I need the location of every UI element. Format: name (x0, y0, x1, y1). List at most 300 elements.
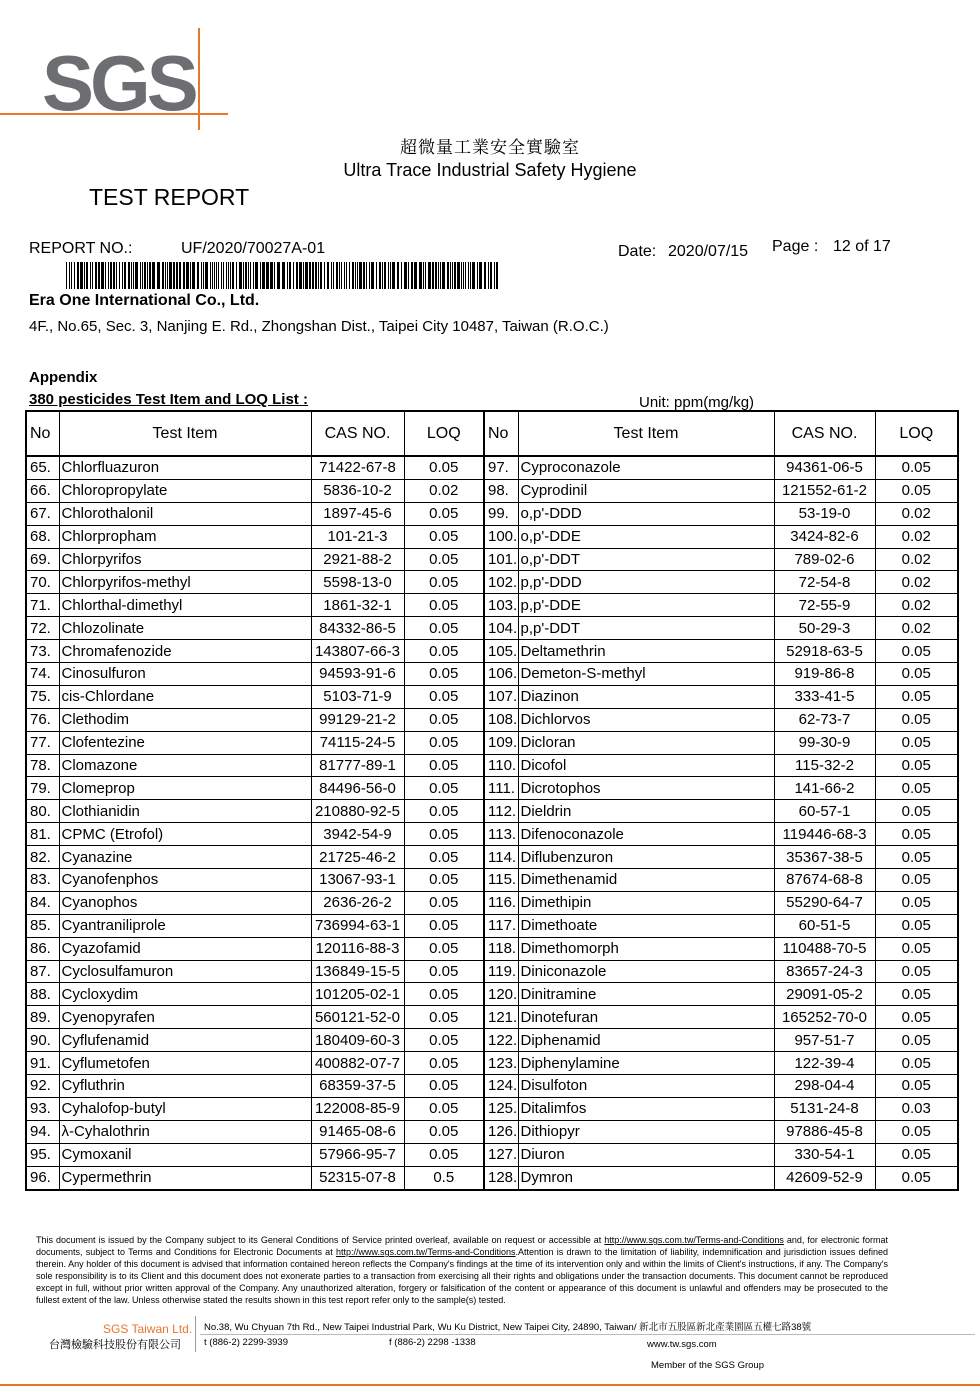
loq-value: 0.05 (404, 914, 484, 937)
loq-value: 0.05 (404, 960, 484, 983)
loq-value: 0.05 (404, 754, 484, 777)
loq-value: 0.02 (875, 594, 958, 617)
loq-table (25, 410, 959, 1191)
test-item: Diphenylamine (518, 1052, 774, 1075)
row-no: 93. (26, 1097, 59, 1120)
row-no: 108. (484, 708, 518, 731)
test-item: Difenoconazole (518, 823, 774, 846)
footer-website-link[interactable]: www.tw.sgs.com (647, 1339, 717, 1350)
cas-no: 53-19-0 (774, 502, 875, 525)
test-item: p,p'-DDE (518, 594, 774, 617)
list-title: 380 pesticides Test Item and LOQ List : (29, 391, 308, 408)
test-item: Clethodim (59, 708, 311, 731)
row-no: 112. (484, 800, 518, 823)
test-item: Cyproconazole (518, 456, 774, 479)
row-no: 122. (484, 1029, 518, 1052)
loq-value: 0.03 (875, 1097, 958, 1120)
test-item: cis-Chlordane (59, 685, 311, 708)
cas-no: 50-29-3 (774, 617, 875, 640)
row-no: 117. (484, 914, 518, 937)
page-value: 12 of 17 (833, 238, 891, 255)
cas-no: 87674-68-8 (774, 869, 875, 892)
cas-no: 99-30-9 (774, 731, 875, 754)
loq-value: 0.05 (404, 640, 484, 663)
test-item: Chlorpyrifos (59, 548, 311, 571)
loq-value: 0.05 (404, 663, 484, 686)
footer-address: No.38, Wu Chyuan 7th Rd., New Taipei Industrial Park, Wu Ku District, New Taipei City, 24890, Taiwan/ 新北市五股區新北產業園區五權七路38號 (204, 1322, 812, 1333)
test-item: Clothianidin (59, 800, 311, 823)
test-item: Dimethenamid (518, 869, 774, 892)
loq-value: 0.05 (875, 914, 958, 937)
loq-value: 0.05 (875, 754, 958, 777)
row-no: 125. (484, 1097, 518, 1120)
loq-value: 0.5 (404, 1166, 484, 1189)
loq-value: 0.05 (875, 479, 958, 502)
loq-value: 0.05 (404, 708, 484, 731)
loq-value: 0.02 (875, 548, 958, 571)
test-item: Clomeprop (59, 777, 311, 800)
row-no: 102. (484, 571, 518, 594)
footer-divider-vertical (195, 1316, 196, 1352)
row-no: 76. (26, 708, 59, 731)
row-no: 115. (484, 869, 518, 892)
cas-no: 84332-86-5 (311, 617, 404, 640)
row-no: 119. (484, 960, 518, 983)
row-no: 103. (484, 594, 518, 617)
row-no: 73. (26, 640, 59, 663)
table-row (26, 891, 958, 914)
cas-no: 120116-88-3 (311, 937, 404, 960)
cas-no: 119446-68-3 (774, 823, 875, 846)
table-row (26, 617, 958, 640)
table-row (26, 960, 958, 983)
loq-value: 0.05 (404, 1075, 484, 1098)
test-item: Chlorpropham (59, 525, 311, 548)
row-no: 66. (26, 479, 59, 502)
row-no: 88. (26, 983, 59, 1006)
row-no: 100. (484, 525, 518, 548)
cas-no: 1897-45-6 (311, 502, 404, 525)
loq-value: 0.05 (875, 777, 958, 800)
disclaimer-part: and, for electronic format documents, subject to Terms and Conditions for Electronic Documents at (36, 1235, 888, 1257)
row-no: 104. (484, 617, 518, 640)
cas-no: 101205-02-1 (311, 983, 404, 1006)
cas-no: 81777-89-1 (311, 754, 404, 777)
loq-value: 0.05 (404, 891, 484, 914)
disclaimer-part: This document is issued by the Company subject to its General Conditions of Service printed overleaf, available on request or accessible at (36, 1235, 605, 1245)
loq-value: 0.05 (875, 1166, 958, 1189)
row-no: 84. (26, 891, 59, 914)
row-no: 82. (26, 846, 59, 869)
test-item: Chloropropylate (59, 479, 311, 502)
cas-no: 99129-21-2 (311, 708, 404, 731)
lab-name-chinese: 超微量工業安全實驗室 (400, 138, 580, 158)
loq-value: 0.05 (404, 1097, 484, 1120)
table-row (26, 1006, 958, 1029)
table-row (26, 914, 958, 937)
cas-no: 52315-07-8 (311, 1166, 404, 1189)
row-no: 97. (484, 456, 518, 479)
test-item: Diniconazole (518, 960, 774, 983)
cas-no: 560121-52-0 (311, 1006, 404, 1029)
test-item: Dimethoate (518, 914, 774, 937)
row-no: 124. (484, 1075, 518, 1098)
footer-accent-line (0, 1384, 980, 1386)
date-label: Date: (618, 243, 657, 260)
table-row (26, 525, 958, 548)
row-no: 121. (484, 1006, 518, 1029)
loq-value: 0.05 (875, 640, 958, 663)
loq-value: 0.05 (404, 846, 484, 869)
terms-electronic-link[interactable]: http://www.sgs.com.tw/Terms-and-Conditions (335, 1247, 516, 1257)
sgs-logo-icon (0, 28, 240, 138)
loq-value: 0.05 (404, 571, 484, 594)
loq-value: 0.02 (875, 571, 958, 594)
test-item: Clofentezine (59, 731, 311, 754)
row-no: 78. (26, 754, 59, 777)
test-item: Dicofol (518, 754, 774, 777)
date-value: 2020/07/15 (668, 243, 749, 260)
loq-value: 0.05 (404, 1052, 484, 1075)
table-row (26, 1166, 958, 1189)
cas-no: 180409-60-3 (311, 1029, 404, 1052)
cas-no: 2921-88-2 (311, 548, 404, 571)
lab-name-english: Ultra Trace Industrial Safety Hygiene (343, 160, 637, 180)
cas-no: 789-02-6 (774, 548, 875, 571)
test-item: Cymoxanil (59, 1143, 311, 1166)
row-no: 81. (26, 823, 59, 846)
row-no: 91. (26, 1052, 59, 1075)
loq-value: 0.05 (404, 800, 484, 823)
cas-no: 333-41-5 (774, 685, 875, 708)
row-no: 94. (26, 1120, 59, 1143)
test-item: Cypermethrin (59, 1166, 311, 1189)
loq-value: 0.05 (404, 1120, 484, 1143)
cas-no: 136849-15-5 (311, 960, 404, 983)
loq-value: 0.05 (404, 617, 484, 640)
row-no: 79. (26, 777, 59, 800)
cas-no: 141-66-2 (774, 777, 875, 800)
test-item: p,p'-DDD (518, 571, 774, 594)
test-item: CPMC (Etrofol) (59, 823, 311, 846)
test-item: Dithiopyr (518, 1120, 774, 1143)
cas-no: 101-21-3 (311, 525, 404, 548)
row-no: 95. (26, 1143, 59, 1166)
appendix-heading: Appendix (29, 369, 98, 386)
cas-no: 115-32-2 (774, 754, 875, 777)
test-item: λ-Cyhalothrin (59, 1120, 311, 1143)
footer-member-text: Member of the SGS Group (651, 1360, 764, 1371)
loq-value: 0.05 (875, 937, 958, 960)
cas-no: 74115-24-5 (311, 731, 404, 754)
test-item: Deltamethrin (518, 640, 774, 663)
row-no: 109. (484, 731, 518, 754)
cas-no: 5103-71-9 (311, 685, 404, 708)
table-row (26, 869, 958, 892)
row-no: 87. (26, 960, 59, 983)
loq-value: 0.02 (875, 617, 958, 640)
svg-text:SGS: SGS (42, 39, 195, 127)
row-no: 127. (484, 1143, 518, 1166)
loq-value: 0.05 (875, 1143, 958, 1166)
loq-value: 0.05 (404, 548, 484, 571)
test-item: o,p'-DDD (518, 502, 774, 525)
report-no-label: REPORT NO.: (29, 240, 133, 257)
loq-value: 0.05 (875, 983, 958, 1006)
header-no: No (484, 411, 518, 456)
cas-no: 122008-85-9 (311, 1097, 404, 1120)
loq-value: 0.05 (875, 663, 958, 686)
cas-no: 42609-52-9 (774, 1166, 875, 1189)
table-header-row (26, 411, 958, 456)
loq-value: 0.05 (875, 960, 958, 983)
cas-no: 55290-64-7 (774, 891, 875, 914)
row-no: 65. (26, 456, 59, 479)
row-no: 92. (26, 1075, 59, 1098)
row-no: 111. (484, 777, 518, 800)
table-row (26, 479, 958, 502)
test-item: Dieldrin (518, 800, 774, 823)
cas-no: 5131-24-8 (774, 1097, 875, 1120)
header-test-item: Test Item (518, 411, 774, 456)
loq-value: 0.05 (404, 456, 484, 479)
loq-value: 0.05 (404, 502, 484, 525)
row-no: 85. (26, 914, 59, 937)
loq-value: 0.05 (875, 891, 958, 914)
unit-label: Unit: ppm(mg/kg) (639, 394, 755, 411)
terms-link[interactable]: http://www.sgs.com.tw/Terms-and-Conditions (604, 1235, 784, 1245)
row-no: 101. (484, 548, 518, 571)
test-item: Diphenamid (518, 1029, 774, 1052)
table-row (26, 754, 958, 777)
test-item: Cyanophos (59, 891, 311, 914)
cas-no: 330-54-1 (774, 1143, 875, 1166)
test-item: Cyantraniliprole (59, 914, 311, 937)
test-item: Cycloxydim (59, 983, 311, 1006)
page-label: Page : (772, 238, 819, 255)
header-loq: LOQ (404, 411, 484, 456)
row-no: 90. (26, 1029, 59, 1052)
cas-no: 62-73-7 (774, 708, 875, 731)
row-no: 105. (484, 640, 518, 663)
loq-value: 0.05 (404, 525, 484, 548)
row-no: 118. (484, 937, 518, 960)
cas-no: 91465-08-6 (311, 1120, 404, 1143)
row-no: 99. (484, 502, 518, 525)
cas-no: 5598-13-0 (311, 571, 404, 594)
loq-value: 0.05 (875, 800, 958, 823)
test-item: Disulfoton (518, 1075, 774, 1098)
table-row (26, 800, 958, 823)
cas-no: 97886-45-8 (774, 1120, 875, 1143)
table-row (26, 823, 958, 846)
row-no: 67. (26, 502, 59, 525)
row-no: 86. (26, 937, 59, 960)
row-no: 113. (484, 823, 518, 846)
header-cas-no: CAS NO. (311, 411, 404, 456)
row-no: 110. (484, 754, 518, 777)
loq-value: 0.05 (875, 1052, 958, 1075)
table-row (26, 846, 958, 869)
cas-no: 957-51-7 (774, 1029, 875, 1052)
test-item: p,p'-DDT (518, 617, 774, 640)
cas-no: 13067-93-1 (311, 869, 404, 892)
barcode-icon (66, 262, 500, 289)
test-item: o,p'-DDE (518, 525, 774, 548)
cas-no: 72-54-8 (774, 571, 875, 594)
footer-company-name-chinese: 台灣檢驗科技股份有限公司 (49, 1338, 181, 1351)
loq-value: 0.05 (875, 869, 958, 892)
table-row (26, 685, 958, 708)
table-row (26, 983, 958, 1006)
table-row (26, 456, 958, 479)
test-item: Dicloran (518, 731, 774, 754)
loq-value: 0.05 (404, 869, 484, 892)
cas-no: 400882-07-7 (311, 1052, 404, 1075)
loq-value: 0.05 (875, 685, 958, 708)
test-item: Cyprodinil (518, 479, 774, 502)
row-no: 106. (484, 663, 518, 686)
row-no: 72. (26, 617, 59, 640)
cas-no: 2636-26-2 (311, 891, 404, 914)
test-item: Chlorpyrifos-methyl (59, 571, 311, 594)
header-no: No (26, 411, 59, 456)
cas-no: 35367-38-5 (774, 846, 875, 869)
table-row (26, 640, 958, 663)
loq-value: 0.05 (875, 1120, 958, 1143)
cas-no: 71422-67-8 (311, 456, 404, 479)
cas-no: 94593-91-6 (311, 663, 404, 686)
test-item: Dinotefuran (518, 1006, 774, 1029)
row-no: 74. (26, 663, 59, 686)
cas-no: 210880-92-5 (311, 800, 404, 823)
test-item: Chlorothalonil (59, 502, 311, 525)
test-item: Cyflumetofen (59, 1052, 311, 1075)
footer-divider-line (200, 1334, 975, 1335)
row-no: 89. (26, 1006, 59, 1029)
cas-no: 143807-66-3 (311, 640, 404, 663)
test-item: Demeton-S-methyl (518, 663, 774, 686)
footer-fax: f (886-2) 2298 -1338 (389, 1337, 476, 1348)
cas-no: 83657-24-3 (774, 960, 875, 983)
loq-value: 0.05 (875, 1006, 958, 1029)
row-no: 114. (484, 846, 518, 869)
row-no: 68. (26, 525, 59, 548)
cas-no: 3424-82-6 (774, 525, 875, 548)
table-row (26, 1052, 958, 1075)
table-row (26, 594, 958, 617)
table-row (26, 548, 958, 571)
header-cas-no: CAS NO. (774, 411, 875, 456)
footer-company-name: SGS Taiwan Ltd. (103, 1322, 193, 1336)
row-no: 98. (484, 479, 518, 502)
cas-no: 29091-05-2 (774, 983, 875, 1006)
company-name: Era One International Co., Ltd. (29, 292, 260, 309)
row-no: 71. (26, 594, 59, 617)
loq-value: 0.05 (875, 456, 958, 479)
row-no: 75. (26, 685, 59, 708)
cas-no: 84496-56-0 (311, 777, 404, 800)
row-no: 83. (26, 869, 59, 892)
test-item: Chromafenozide (59, 640, 311, 663)
test-item: Diflubenzuron (518, 846, 774, 869)
loq-value: 0.05 (404, 777, 484, 800)
cas-no: 5836-10-2 (311, 479, 404, 502)
loq-value: 0.05 (875, 708, 958, 731)
loq-value: 0.05 (404, 685, 484, 708)
row-no: 123. (484, 1052, 518, 1075)
header-test-item: Test Item (59, 411, 311, 456)
row-no: 96. (26, 1166, 59, 1189)
loq-value: 0.02 (875, 502, 958, 525)
cas-no: 52918-63-5 (774, 640, 875, 663)
loq-value: 0.05 (404, 823, 484, 846)
test-item: Cyfluthrin (59, 1075, 311, 1098)
table-row (26, 1143, 958, 1166)
test-item: Cyazofamid (59, 937, 311, 960)
test-item: Dymron (518, 1166, 774, 1189)
cas-no: 165252-70-0 (774, 1006, 875, 1029)
test-item: Clomazone (59, 754, 311, 777)
row-no: 128. (484, 1166, 518, 1189)
test-item: Cyclosulfamuron (59, 960, 311, 983)
row-no: 126. (484, 1120, 518, 1143)
table-row (26, 1075, 958, 1098)
table-row (26, 708, 958, 731)
loq-value: 0.05 (875, 1029, 958, 1052)
table-row (26, 731, 958, 754)
row-no: 69. (26, 548, 59, 571)
table-row (26, 1029, 958, 1052)
loq-value: 0.05 (875, 731, 958, 754)
loq-value: 0.02 (404, 479, 484, 502)
test-item: Diuron (518, 1143, 774, 1166)
row-no: 77. (26, 731, 59, 754)
table-row (26, 502, 958, 525)
disclaimer-part: .Attention is drawn to the limitation of liability, indemnification and jurisdiction issues defined therein. Any holder of this document is advised that information contained hereon reflects the Company's findings at the time of its intervention only and within the limits of Client's instructions, if any. The Company's sole responsibility is to its Client and this document does not exonerate parties to a transaction from exercising all their rights and obligations under the transaction documents. This document cannot be reproduced except in full, without prior written approval of the Company. Any unauthorized alteration, forgery or falsification of the content or appearance of this document is unlawful and offenders may be prosecuted to the fullest extent of the law. Unless otherwise stated the results shown in this test report refer only to the sample(s) tested. (36, 1247, 888, 1305)
row-no: 120. (484, 983, 518, 1006)
loq-value: 0.05 (875, 846, 958, 869)
loq-value: 0.02 (875, 525, 958, 548)
test-item: Chlorfluazuron (59, 456, 311, 479)
test-item: o,p'-DDT (518, 548, 774, 571)
table-row (26, 1097, 958, 1120)
loq-value: 0.05 (875, 823, 958, 846)
loq-value: 0.05 (404, 937, 484, 960)
loq-value: 0.05 (404, 1029, 484, 1052)
test-item: Dimethipin (518, 891, 774, 914)
loq-value: 0.05 (404, 1006, 484, 1029)
cas-no: 72-55-9 (774, 594, 875, 617)
table-row (26, 777, 958, 800)
cas-no: 60-57-1 (774, 800, 875, 823)
test-item: Chlorthal-dimethyl (59, 594, 311, 617)
cas-no: 94361-06-5 (774, 456, 875, 479)
test-item: Cyhalofop-butyl (59, 1097, 311, 1120)
row-no: 70. (26, 571, 59, 594)
test-item: Cyanazine (59, 846, 311, 869)
cas-no: 60-51-5 (774, 914, 875, 937)
test-item: Cinosulfuron (59, 663, 311, 686)
cas-no: 919-86-8 (774, 663, 875, 686)
cas-no: 298-04-4 (774, 1075, 875, 1098)
company-address: 4F., No.65, Sec. 3, Nanjing E. Rd., Zhongshan Dist., Taipei City 10487, Taiwan (R.O.C.) (29, 318, 609, 335)
test-item: Cyenopyrafen (59, 1006, 311, 1029)
table-row (26, 663, 958, 686)
report-no-value: UF/2020/70027A-01 (181, 240, 326, 257)
test-item: Cyflufenamid (59, 1029, 311, 1052)
cas-no: 122-39-4 (774, 1052, 875, 1075)
